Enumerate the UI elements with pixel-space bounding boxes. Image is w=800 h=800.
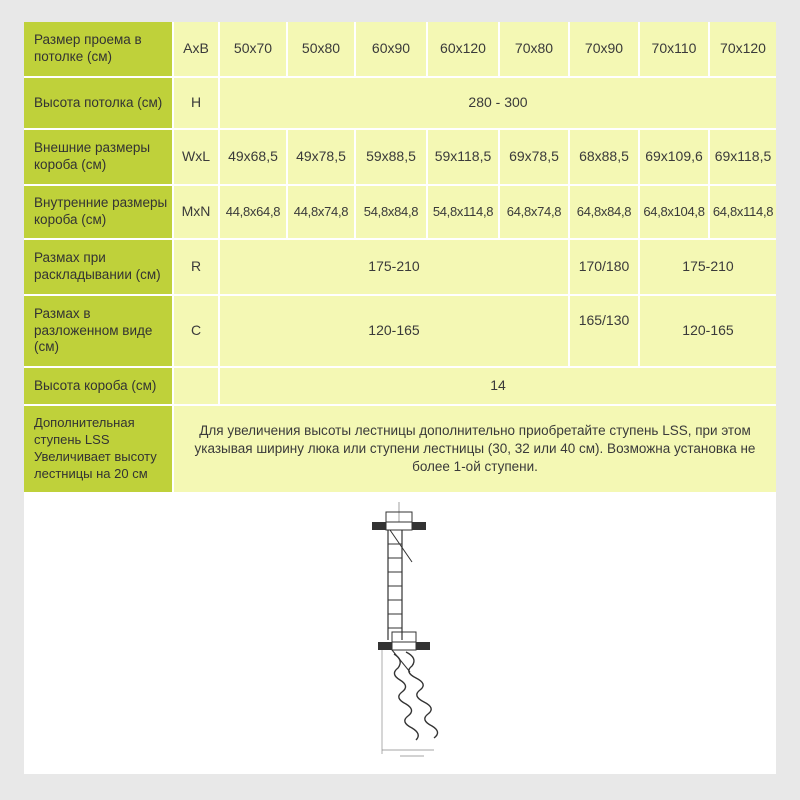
unfolded-span-left: 120-165 bbox=[220, 296, 568, 366]
extra-step-note: Для увеличения высоты лестницы дополнительно приобретайте ступень LSS, при этом указывая ширину люка или ступени лестницы (30, 32 или 40 см). Возможна установка не более 1-ой ступени. bbox=[174, 406, 776, 492]
symbol-axb: AxB bbox=[174, 22, 218, 76]
symbol-r: R bbox=[174, 240, 218, 294]
outer-box-cell: 69x109,6 bbox=[640, 130, 708, 184]
outer-box-cell: 59x88,5 bbox=[356, 130, 426, 184]
outer-box-cell: 59x118,5 bbox=[428, 130, 498, 184]
opening-size-cell: 70x80 bbox=[500, 22, 568, 76]
opening-size-cell: 70x110 bbox=[640, 22, 708, 76]
unfolded-span-right: 120-165 bbox=[640, 296, 776, 366]
inner-box-cell: 54,8x114,8 bbox=[428, 186, 498, 238]
symbol-h: H bbox=[174, 78, 218, 128]
row-label-ceiling-height: Высота потолка (см) bbox=[24, 78, 172, 128]
inner-box-cell: 64,8x84,8 bbox=[570, 186, 638, 238]
symbol-wxl: WxL bbox=[174, 130, 218, 184]
row-label-inner-box-size: Внутренние размеры короба (см) bbox=[24, 186, 172, 238]
product-spec-sheet bbox=[24, 22, 776, 774]
symbol-empty bbox=[174, 368, 218, 404]
row-label-unfold-span: Размах при раскладывании (см) bbox=[24, 240, 172, 294]
row-label-opening-size: Размер проема в потолке (см) bbox=[24, 22, 172, 76]
unfolded-span-middle: 165/130 bbox=[570, 296, 638, 366]
inner-box-cell: 64,8x74,8 bbox=[500, 186, 568, 238]
opening-size-cell: 60x90 bbox=[356, 22, 426, 76]
outer-box-cell: 69x118,5 bbox=[710, 130, 776, 184]
opening-size-cell: 70x120 bbox=[710, 22, 776, 76]
outer-box-cell: 49x78,5 bbox=[288, 130, 354, 184]
outer-box-cell: 69x78,5 bbox=[500, 130, 568, 184]
box-height-value: 14 bbox=[220, 368, 776, 404]
ladder-unfolded-icon bbox=[354, 622, 464, 772]
outer-box-cell: 49x68,5 bbox=[220, 130, 286, 184]
opening-size-cell: 70x90 bbox=[570, 22, 638, 76]
outer-box-cell: 68x88,5 bbox=[570, 130, 638, 184]
ladder-folded-icon bbox=[364, 500, 434, 640]
row-label-extra-step: Дополнительная ступень LSS Увеличивает высоту лестницы на 20 см bbox=[24, 406, 172, 492]
unfold-span-middle: 170/180 bbox=[570, 240, 638, 294]
opening-size-cell: 50x70 bbox=[220, 22, 286, 76]
opening-size-cell: 50x80 bbox=[288, 22, 354, 76]
ceiling-height-value: 280 - 300 bbox=[220, 78, 776, 128]
row-label-outer-box-size: Внешние размеры короба (см) bbox=[24, 130, 172, 184]
inner-box-cell: 64,8x114,8 bbox=[710, 186, 776, 238]
row-label-box-height: Высота короба (см) bbox=[24, 368, 172, 404]
opening-size-cell: 60x120 bbox=[428, 22, 498, 76]
inner-box-cell: 44,8x64,8 bbox=[220, 186, 286, 238]
inner-box-cell: 64,8x104,8 bbox=[640, 186, 708, 238]
symbol-c: C bbox=[174, 296, 218, 366]
symbol-mxn: MxN bbox=[174, 186, 218, 238]
unfold-span-left: 175-210 bbox=[220, 240, 568, 294]
inner-box-cell: 44,8x74,8 bbox=[288, 186, 354, 238]
unfold-span-right: 175-210 bbox=[640, 240, 776, 294]
row-label-unfolded-span: Размах в разложенном виде (см) bbox=[24, 296, 172, 366]
inner-box-cell: 54,8x84,8 bbox=[356, 186, 426, 238]
